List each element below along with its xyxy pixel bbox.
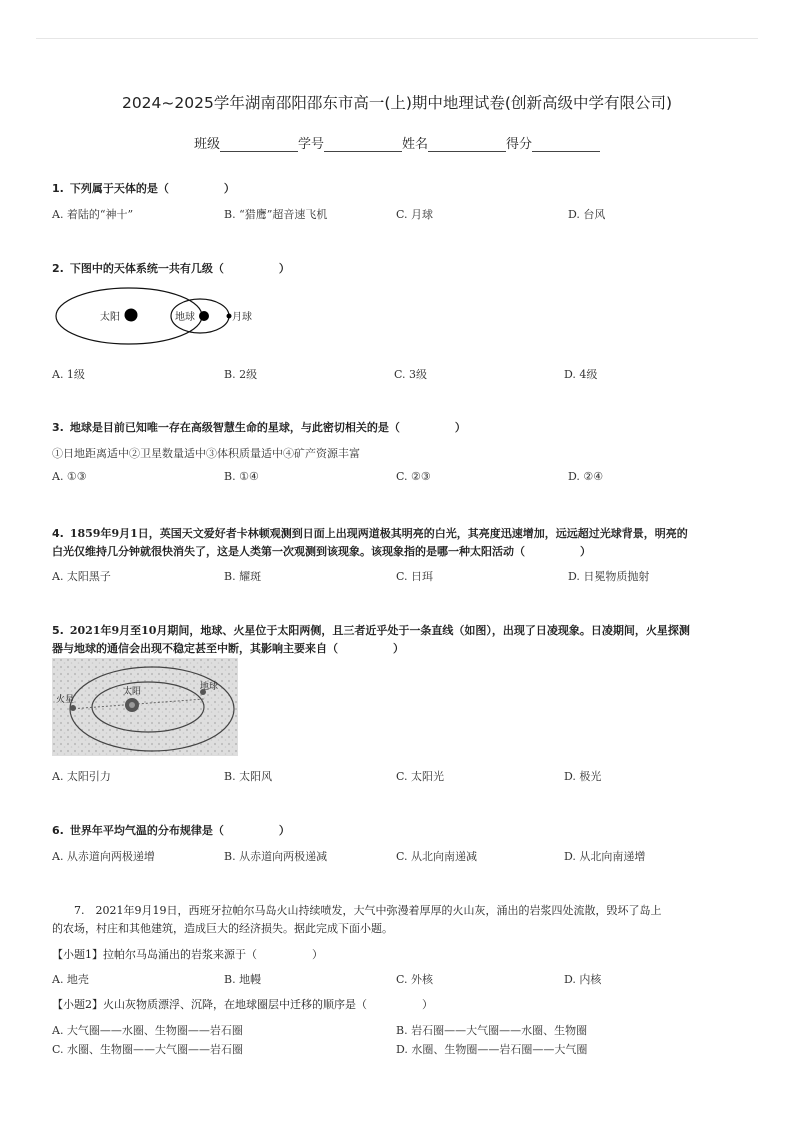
option-c[interactable]: C. 日珥 <box>396 570 434 583</box>
subquestion-2-options-row-2 <box>52 1041 752 1057</box>
question-4-text: 1859年9月1日，英国天文爱好者卡林顿观测到日面上出现两道极其明亮的白光，其亮度迅速增加，远远超过光球背景，明亮的 <box>69 527 688 540</box>
option-a[interactable]: A. 太阳引力 <box>52 770 111 783</box>
sun-icon <box>125 309 138 322</box>
option-b[interactable]: B. 岩石圈——大气圈——水圈、生物圈 <box>396 1024 588 1037</box>
option-b[interactable]: B. ①④ <box>224 470 259 483</box>
question-3-options <box>52 470 752 486</box>
celestial-system-diagram <box>52 286 262 348</box>
question-6-options <box>52 848 752 864</box>
option-d[interactable]: D. 从北向南递增 <box>564 850 646 863</box>
option-c[interactable]: C. 从北向南递减 <box>396 850 478 863</box>
question-5-line-2: 器与地球的通信会出现不稳定甚至中断，其影响主要来自（ ） <box>52 642 404 655</box>
solar-conjunction-diagram <box>52 658 238 756</box>
subquestion-2-options-row-1 <box>52 1022 752 1038</box>
option-b[interactable]: B. “猎鹰”超音速飞机 <box>224 208 328 221</box>
option-b[interactable]: B. 耀斑 <box>224 570 262 583</box>
option-d[interactable]: D. 台风 <box>568 208 606 221</box>
question-1-options <box>52 206 752 222</box>
option-a[interactable]: A. 太阳黑子 <box>52 570 111 583</box>
option-b[interactable]: B. 太阳风 <box>224 770 273 783</box>
option-c[interactable]: C. 太阳光 <box>396 770 445 783</box>
question-3-text: 地球是目前已知唯一存在高级智慧生命的星球，与此密切相关的是（ ） <box>69 421 466 434</box>
id-field[interactable] <box>324 137 402 152</box>
mars-icon <box>70 705 76 711</box>
question-6-text: 世界年平均气温的分布规律是（ ） <box>69 824 290 837</box>
name-label: 姓名 <box>402 137 429 152</box>
id-label: 学号 <box>297 137 324 152</box>
name-field[interactable] <box>428 137 506 152</box>
sun-label: 太阳 <box>100 312 120 323</box>
question-2-options <box>52 366 752 382</box>
option-b[interactable]: B. 从赤道向两极递减 <box>224 850 328 863</box>
page-title: 2024~2025学年湖南邵阳邵东市高一(上)期中地理试卷(创新高级中学有限公司) <box>121 94 673 112</box>
question-7-line-1: 7. 2021年9月19日，西班牙拉帕尔马岛火山持续喷发，大气中弥漫着厚厚的火山灰，涌出的岩浆四处流散，毁坏了岛上 <box>74 904 662 917</box>
sun-label: 太阳 <box>123 687 142 697</box>
option-a[interactable]: A. 着陆的“神十” <box>52 208 134 221</box>
option-a[interactable]: A. 1级 <box>52 368 85 381</box>
question-5-line-1: 5. 2021年9月至10月期间，地球、火星位于太阳两侧，且三者近乎处于一条直线（如图），出现了日凌现象。日凌期间，火星探测 <box>52 624 690 637</box>
option-d[interactable]: D. ②④ <box>568 470 604 483</box>
subquestion-1-options <box>52 971 752 987</box>
earth-icon <box>199 311 209 321</box>
subquestion-1: 【小题1】拉帕尔马岛涌出的岩浆来源于（ ） <box>52 948 323 961</box>
score-field[interactable] <box>532 137 600 152</box>
option-c[interactable]: C. 月球 <box>396 208 434 221</box>
option-c[interactable]: C. 外核 <box>396 973 434 986</box>
score-label: 得分 <box>506 137 533 152</box>
option-c[interactable]: C. 水圈、生物圈——大气圈——岩石圈 <box>52 1043 244 1056</box>
moon-label: 月球 <box>232 312 252 323</box>
question-3-stem: ①日地距离适中②卫星数量适中③体积质量适中④矿产资源丰富 <box>52 447 360 460</box>
option-d[interactable]: D. 内核 <box>564 973 602 986</box>
class-field[interactable] <box>220 137 298 152</box>
class-label: 班级 <box>193 137 220 152</box>
question-2: 2. 下图中的天体系统一共有几级（ ） <box>52 262 290 275</box>
subquestion-2: 【小题2】火山灰物质漂浮、沉降，在地球圈层中迁移的顺序是（ ） <box>52 998 433 1011</box>
mars-label: 火星 <box>56 695 75 705</box>
earth-label: 地球 <box>175 312 195 323</box>
option-d[interactable]: D. 极光 <box>564 770 602 783</box>
question-7-line-2: 的农场，村庄和其他建筑，造成巨大的经济损失。据此完成下面小题。 <box>52 922 393 935</box>
question-4-options <box>52 568 752 584</box>
diagram-background <box>52 658 238 756</box>
question-3: 3. 地球是目前已知唯一存在高级智慧生命的星球，与此密切相关的是（ ） <box>52 421 466 434</box>
option-a[interactable]: A. ①③ <box>52 470 87 483</box>
question-6: 6. 世界年平均气温的分布规律是（ ） <box>52 824 290 837</box>
question-5-text: 2021年9月至10月期间，地球、火星位于太阳两侧，且三者近乎处于一条直线（如图），出现了日凌现象。日凌期间，火星探测 <box>69 624 690 637</box>
option-d[interactable]: D. 水圈、生物圈——岩石圈——大气圈 <box>396 1043 588 1056</box>
option-c[interactable]: C. 3级 <box>394 368 428 381</box>
option-d[interactable]: D. 日冕物质抛射 <box>568 570 650 583</box>
option-d[interactable]: D. 4级 <box>564 368 598 381</box>
question-5-options <box>52 768 752 784</box>
header-divider <box>36 38 758 39</box>
question-1: 1. 下列属于天体的是（ ） <box>52 182 235 195</box>
student-info-line <box>0 133 794 152</box>
moon-icon <box>227 314 232 319</box>
question-2-text: 下图中的天体系统一共有几级（ ） <box>69 262 290 275</box>
question-1-text: 下列属于天体的是（ ） <box>69 182 235 195</box>
option-b[interactable]: B. 2级 <box>224 368 258 381</box>
question-4-line-2: 白光仅维持几分钟就很快消失了，这是人类第一次观测到该现象。该现象指的是哪一种太阳活动（ ） <box>52 545 591 558</box>
option-a[interactable]: A. 地壳 <box>52 973 89 986</box>
option-c[interactable]: C. ②③ <box>396 470 431 483</box>
option-a[interactable]: A. 大气圈——水圈、生物圈——岩石圈 <box>52 1024 243 1037</box>
earth-label: 地球 <box>200 682 219 692</box>
option-b[interactable]: B. 地幔 <box>224 973 262 986</box>
question-4-line-1: 4. 1859年9月1日，英国天文爱好者卡林顿观测到日面上出现两道极其明亮的白光，其亮度迅速增加，远远超过光球背景，明亮的 <box>52 527 688 540</box>
option-a[interactable]: A. 从赤道向两极递增 <box>52 850 155 863</box>
